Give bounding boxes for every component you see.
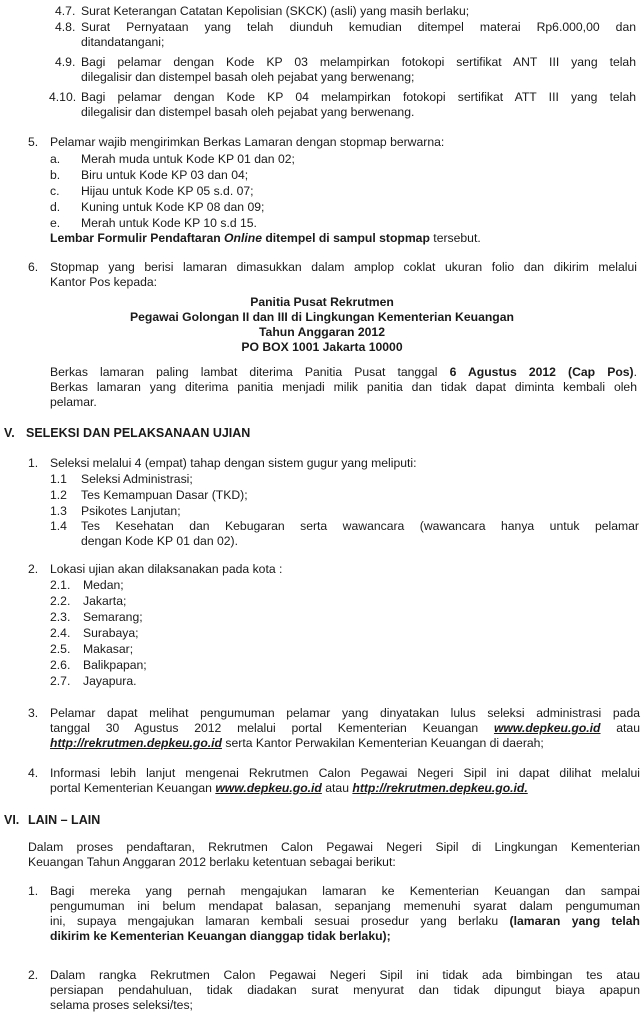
v-item-1-1-text: Seleksi Administrasi; [81,472,193,486]
item-6-number: 6. [28,260,39,274]
v-item-1-4-text: Tes Kesehatan dan Kebugaran serta wawancara (wawancara hanya untuk pelamar [81,519,639,533]
address-line-1: Panitia Pusat Rekrutmen [250,295,394,309]
section-vi-number: VI. [4,813,20,827]
item-5e-text: Merah untuk Kode KP 10 s.d 15. [81,216,257,230]
item-4-9-number: 4.9. [55,55,76,69]
item-5d-text: Kuning untuk Kode KP 08 dan 09; [81,200,265,214]
vi-item-1-line4: dikirim ke Kementerian Keuangan dianggap tidak berlaku); [50,929,391,943]
city-2-number: 2.2. [50,594,71,608]
item-4-8-text: Surat Pernyataan yang telah diunduh kemudian ditempel materai Rp6.000,00 dan [81,20,636,34]
item-4-7-text: Surat Keterangan Catatan Kepolisian (SKCK) (asli) yang masih berlaku; [81,4,470,18]
item-5a-number: a. [50,152,61,166]
vi-item-2-line3: selama proses seleksi/tes; [50,998,193,1012]
item-4-8-number: 4.8. [55,20,76,34]
item-5d-number: d. [50,200,61,214]
v-item-1-number: 1. [28,456,39,470]
vi-item-1-line1: Bagi mereka yang pernah mengajukan lamaran ke Kementerian Keuangan dan sampai [50,884,640,898]
vi-item-2-line2: persiapan pendahuluan, tidak diadakan surat menyurat dan tidak dipungut biaya apapun [50,983,640,997]
city-7-text: Jayapura. [83,674,137,688]
v-item-1-4-text-cont: dengan Kode KP 01 dan 02). [81,534,238,548]
vi-item-2-number: 2. [28,968,39,982]
item-5b-number: b. [50,168,61,182]
v-item-3-line3: http://rekrutmen.depkeu.go.id serta Kantor Perwakilan Kementerian Keuangan di daerah; [50,736,544,750]
item-4-9-text: Bagi pelamar dengan Kode KP 03 melampirkan fotokopi sertifikat ANT III yang telah [81,55,636,69]
depkeu-link-2[interactable]: www.depkeu.go.id [215,781,322,795]
city-1-text: Medan; [83,578,124,592]
vi-item-1-number: 1. [28,884,39,898]
city-5-text: Makasar; [83,642,134,656]
vi-item-1-line3: ini, supaya mengajukan lamaran kembali sesuai prosedur yang berlaku (lamaran yang telah [50,914,641,928]
v-item-1-text: Seleksi melalui 4 (empat) tahap dengan sistem gugur yang meliputi: [50,456,417,470]
v-item-1-2-text: Tes Kemampuan Dasar (TKD); [81,488,248,502]
v-item-4-line2: portal Kementerian Keuangan www.depkeu.go.id atau http://rekrutmen.depkeu.go.id. [50,781,528,795]
item-5b-text: Biru untuk Kode KP 03 dan 04; [81,168,249,182]
v-item-1-2-number: 1.2 [50,488,67,502]
item-4-7-number: 4.7. [55,4,76,18]
section-v-title: SELEKSI DAN PELAKSANAAN UJIAN [26,426,251,440]
item-5-number: 5. [28,135,39,149]
vi-intro-line1: Dalam proses pendaftaran, Rekrutmen Calon Pegawai Negeri Sipil di Lingkungan Kementerian [28,840,640,854]
city-1-number: 2.1. [50,578,71,592]
city-4-number: 2.4. [50,626,71,640]
v-item-2-text: Lokasi ujian akan dilaksanakan pada kota : [50,562,283,576]
v-item-1-3-text: Psikotes Lanjutan; [81,504,181,518]
address-line-2: Pegawai Golongan II dan III di Lingkungan Kementerian Keuangan [130,310,514,324]
v-item-1-4-number: 1.4 [50,519,67,533]
section-vi-title: LAIN – LAIN [28,813,101,827]
item-4-8-text-cont: ditandatangani; [81,35,165,49]
rekrutmen-link-2[interactable]: http://rekrutmen.depkeu.go.id. [352,781,528,795]
v-item-4-number: 4. [28,766,39,780]
item-6-deadline: Berkas lamaran paling lambat diterima Panitia Pusat tanggal 6 Agustus 2012 (Cap Pos). [50,365,637,379]
item-6-line3: Berkas lamaran yang diterima panitia menjadi milik panitia dan tidak dapat diminta kembali oleh [50,380,637,394]
v-item-3-line1: Pelamar dapat melihat pengumuman pelamar yang dinyatakan lulus seleksi administrasi pada [50,706,640,720]
item-6-line1: Stopmap yang berisi lamaran dimasukkan dalam amplop coklat ukuran folio dan dikirim melalui [50,260,637,274]
city-6-number: 2.6. [50,658,71,672]
city-5-number: 2.5. [50,642,71,656]
rekrutmen-link[interactable]: http://rekrutmen.depkeu.go.id [50,736,222,750]
depkeu-link[interactable]: www.depkeu.go.id [493,721,601,735]
section-v-number: V. [4,426,15,440]
item-5-note: Lembar Formulir Pendaftaran Online ditempel di sampul stopmap tersebut. [50,231,481,245]
city-3-text: Semarang; [83,610,143,624]
item-4-10-number: 4.10. [49,90,77,104]
item-5-text: Pelamar wajib mengirimkan Berkas Lamaran dengan stopmap berwarna: [50,135,445,149]
item-4-10-text: Bagi pelamar dengan Kode KP 04 melampirkan fotokopi sertifikat ATT III yang telah [81,90,636,104]
item-6-line4: pelamar. [50,395,97,409]
v-item-4-line1: Informasi lebih lanjut mengenai Rekrutmen Calon Pegawai Negeri Sipil ini dapat dilihat melalui [50,766,640,780]
v-item-2-number: 2. [28,562,39,576]
item-5a-text: Merah muda untuk Kode KP 01 dan 02; [81,152,295,166]
address-line-4: PO BOX 1001 Jakarta 10000 [241,340,403,354]
address-line-3: Tahun Anggaran 2012 [259,325,385,339]
vi-item-2-line1: Dalam rangka Rekrutmen Calon Pegawai Negeri Sipil ini tidak ada bimbingan tes atau [50,968,640,982]
city-4-text: Surabaya; [83,626,139,640]
v-item-1-3-number: 1.3 [50,504,67,518]
item-6-line2: Kantor Pos kepada: [50,275,158,289]
v-item-3-number: 3. [28,706,39,720]
city-7-number: 2.7. [50,674,71,688]
item-4-9-text-cont: dilegalisir dan distempel basah oleh pejabat yang berwenang; [81,70,415,84]
item-4-10-text-cont: dilegalisir dan distempel basah oleh pejabat yang berwenang. [81,105,415,119]
v-item-3-line2: tanggal 30 Agustus 2012 melalui portal Kementerian Keuangan www.depkeu.go.id atau [50,721,640,735]
item-5c-number: c. [50,184,60,198]
city-6-text: Balikpapan; [83,658,147,672]
item-5e-number: e. [50,216,61,230]
vi-intro-line2: Keuangan Tahun Anggaran 2012 berlaku ketentuan sebagai berikut: [28,855,396,869]
v-item-1-1-number: 1.1 [50,472,67,486]
item-5c-text: Hijau untuk Kode KP 05 s.d. 07; [81,184,254,198]
city-3-number: 2.3. [50,610,71,624]
city-2-text: Jakarta; [83,594,127,608]
vi-item-1-line2: pengumuman ini belum mendapat balasan, sepanjang memenuhi syarat dalam pengumuman [50,899,640,913]
